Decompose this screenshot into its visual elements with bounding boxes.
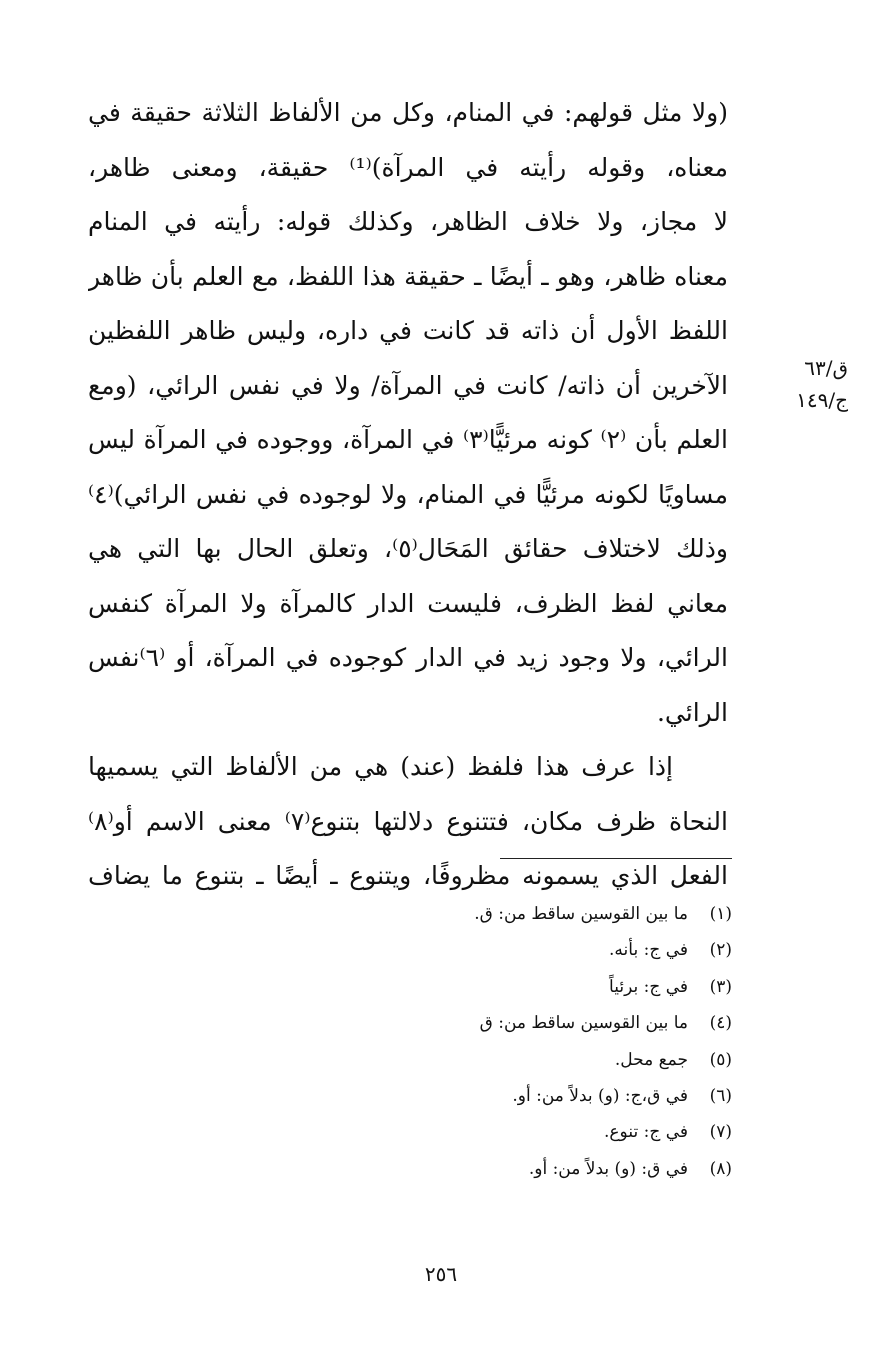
text-line: الفعل الذي يسمونه مظروفًا، ويتنوع ـ أيضًا ـ بتنوع ما يضاف — [88, 861, 728, 890]
footnote-number: (٧) — [709, 1122, 732, 1143]
footnote-text: في ق،ج: (و) بدلاً من: أو. — [512, 1085, 688, 1106]
footnote-text: جمع محل. — [614, 1049, 688, 1070]
text-line: الرائي، ولا وجود زيد في الدار كوجوده في المرآة، أو ⁽٦⁾نفس — [88, 643, 728, 672]
text-line: معناه ظاهر، وهو ـ أيضًا ـ حقيقة هذا اللفظ، مع العلم بأن ظاهر — [88, 261, 728, 291]
footnote-number: (٦) — [709, 1085, 732, 1106]
text-line: إذا عرف هذا فلفظ (عند) هي من الألفاظ التي يسميها — [88, 752, 673, 781]
footnote-item — [212, 1151, 732, 1187]
footnote-text: ما بين القوسين ساقط من: ق. — [474, 904, 688, 924]
text-line: النحاة ظرف مكان، فتتنوع دلالتها بتنوع⁽٧⁾ معنى الاسم أو⁽٨⁾ — [88, 806, 728, 836]
footnote-text: في ج: بأنه. — [609, 940, 688, 961]
footnote-text: في ج: برئياً — [609, 976, 688, 997]
text-line: الآخرين أن ذاته/ كانت في المرآة/ ولا في نفس الرائي، (ومع — [88, 370, 728, 400]
text-line: الرائي. — [656, 697, 728, 727]
footnote-text: ما بين القوسين ساقط من: ق — [479, 1013, 688, 1034]
text-line: اللفظ الأول أن ذاته قد كانت في داره، وليس ظاهر اللفظين — [88, 316, 728, 345]
footnote-item — [212, 896, 732, 932]
footnote-text: في ج: تنوع. — [604, 1122, 688, 1143]
margin-note: ق/٦٣ — [804, 356, 848, 380]
footnote-number: (٢) — [709, 940, 732, 961]
footnote-number: (٨) — [709, 1158, 732, 1179]
footnote-number: (٤) — [709, 1013, 732, 1034]
footnote-item — [212, 1114, 732, 1150]
page-number: ٢٥٦ — [424, 1262, 458, 1286]
footnote-number: (٣) — [709, 976, 732, 997]
text-line: وذلك لاختلاف حقائق المَحَال⁽٥⁾، وتعلق الحال بها التي هي — [88, 534, 728, 563]
footnote-text: في ق: (و) بدلاً من: أو. — [528, 1158, 688, 1179]
text-line: مساويًا لكونه مرئيًّا في المنام، ولا لوجوده في نفس الرائي)⁽٤⁾ — [88, 479, 728, 509]
main-text-body — [88, 86, 728, 904]
text-line: لا مجاز، ولا خلاف الظاهر، وكذلك قوله: رأيته في المنام — [88, 207, 728, 236]
footnote-divider — [500, 858, 732, 859]
footnote-number: (١) — [709, 904, 732, 924]
text-line: معناه، وقوله رأيته في المرآة)⁽¹⁾ حقيقة، ومعنى ظاهر، — [88, 152, 728, 182]
margin-note: ج/١٤٩ — [796, 388, 848, 412]
footnote-item — [212, 969, 732, 1005]
footnotes — [212, 896, 732, 1187]
text-line: معاني لفظ الظرف، فليست الدار كالمرآة ولا المرآة كنفس — [88, 588, 728, 618]
footnote-item — [212, 1042, 732, 1078]
footnote-item — [212, 1078, 732, 1114]
text-line: العلم بأن ⁽٢⁾ كونه مرئيًّا⁽٣⁾ في المرآة، ووجوده في المرآة ليس — [88, 425, 728, 454]
footnote-item — [212, 932, 732, 968]
text-line: (ولا مثل قولهم: في المنام، وكل من الألفاظ الثلاثة حقيقة في — [88, 98, 728, 127]
footnote-number: (٥) — [709, 1049, 732, 1070]
margin-notes — [778, 352, 848, 416]
footnote-item — [212, 1005, 732, 1041]
